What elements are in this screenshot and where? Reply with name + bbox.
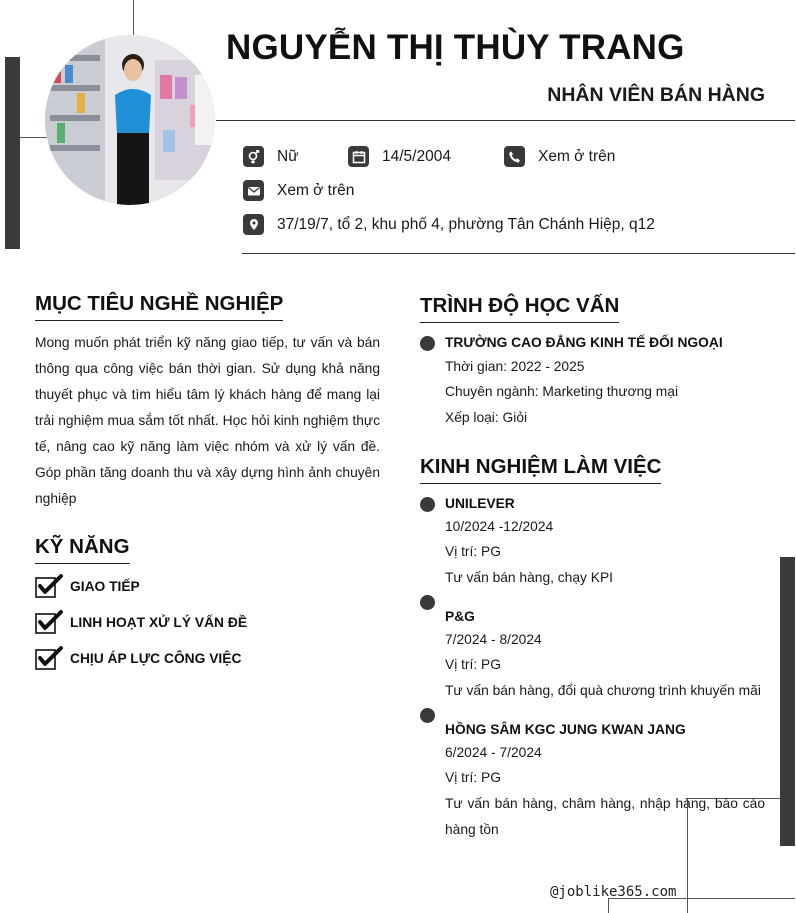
skill-label: GIAO TIẾP — [70, 578, 140, 594]
objective-text: Mong muốn phát triển kỹ năng giao tiếp, tư vấn và bán thông qua công việc bán thời gian. Sử dụng khả năng thuyết phục và tìm hiểu tâm lý khách hàng để mang lại trải nghiệm mua sắm tốt nhất. Học hỏi kinh nghiệm thực tế, nâng cao kỹ năng làm việc nhóm và xử lý vấn đề. Góp phần tăng doanh thu và xây dựng hình ảnh chuyên nghiệp — [35, 335, 380, 506]
birthday-value: 14/5/2004 — [382, 147, 451, 165]
company-name: UNILEVER — [445, 496, 515, 511]
checkbox-checked-icon — [35, 574, 63, 598]
birthday-info — [348, 146, 451, 167]
avatar — [45, 35, 215, 205]
gender-value: Nữ — [277, 147, 299, 165]
email-value: Xem ở trên — [277, 181, 355, 199]
skills-heading: KỸ NĂNG — [35, 535, 130, 564]
contact-divider — [242, 253, 795, 254]
education-major: Chuyên ngành: Marketing thương mại — [445, 384, 679, 399]
corner-line-v2 — [608, 898, 609, 913]
work-period: 10/2024 -12/2024 — [445, 519, 554, 534]
work-position: Vị trí: PG — [445, 770, 501, 785]
profile-photo-icon — [45, 35, 215, 205]
gender-info — [243, 146, 299, 167]
school-name: TRƯỜNG CAO ĐẲNG KINH TẾ ĐỐI NGOẠI — [445, 335, 723, 350]
calendar-icon — [348, 146, 369, 167]
email-icon — [243, 180, 264, 201]
phone-info — [504, 146, 615, 167]
company-name: HỒNG SÂM KGC JUNG KWAN JANG — [445, 722, 686, 737]
address-info — [243, 214, 655, 235]
work-position: Vị trí: PG — [445, 657, 501, 672]
education-heading: TRÌNH ĐỘ HỌC VẤN — [420, 294, 619, 323]
address-value: 37/19/7, tổ 2, khu phố 4, phường Tân Chánh Hiệp, q12 — [277, 215, 655, 233]
bullet-dot-icon — [420, 497, 435, 512]
email-info — [243, 180, 354, 201]
skill-item — [35, 610, 247, 634]
left-horizontal-line — [20, 137, 48, 138]
work-description: Tư vấn bán hàng, châm hàng, nhập hàng, báo cáo hàng tồn — [445, 796, 765, 837]
gender-icon — [243, 146, 264, 167]
work-position: Vị trí: PG — [445, 544, 501, 559]
location-pin-icon — [243, 214, 264, 235]
bullet-dot-icon — [420, 336, 435, 351]
education-time: Thời gian: 2022 - 2025 — [445, 359, 585, 374]
experience-heading: KINH NGHIỆM LÀM VIỆC — [420, 455, 661, 484]
skill-label: CHỊU ÁP LỰC CÔNG VIỆC — [70, 650, 242, 666]
bullet-dot-icon — [420, 708, 435, 723]
skill-item — [35, 646, 241, 670]
objective-heading: MỤC TIÊU NGHỀ NGHIỆP — [35, 292, 283, 321]
phone-value: Xem ở trên — [538, 147, 616, 165]
checkbox-checked-icon — [35, 610, 63, 634]
work-period: 7/2024 - 8/2024 — [445, 632, 542, 647]
candidate-name: NGUYỄN THỊ THÙY TRANG — [226, 28, 685, 67]
header-divider — [216, 120, 795, 121]
work-description: Tư vấn bán hàng, chạy KPI — [445, 570, 614, 585]
skill-item — [35, 574, 140, 598]
job-title: NHÂN VIÊN BÁN HÀNG — [547, 84, 765, 106]
work-period: 6/2024 - 7/2024 — [445, 745, 542, 760]
phone-icon — [504, 146, 525, 167]
company-name: P&G — [445, 609, 475, 624]
work-description: Tư vấn bán hàng, đổi quà chương trình khuyến mãi — [445, 683, 761, 698]
left-accent-bar — [5, 57, 20, 249]
education-grade: Xếp loại: Giỏi — [445, 410, 528, 425]
right-accent-bar — [780, 557, 795, 846]
bullet-dot-icon — [420, 595, 435, 610]
top-vertical-line — [133, 0, 134, 40]
watermark: @joblike365.com — [550, 884, 677, 900]
skill-label: LINH HOẠT XỬ LÝ VẤN ĐỀ — [70, 614, 248, 630]
checkbox-checked-icon — [35, 646, 63, 670]
